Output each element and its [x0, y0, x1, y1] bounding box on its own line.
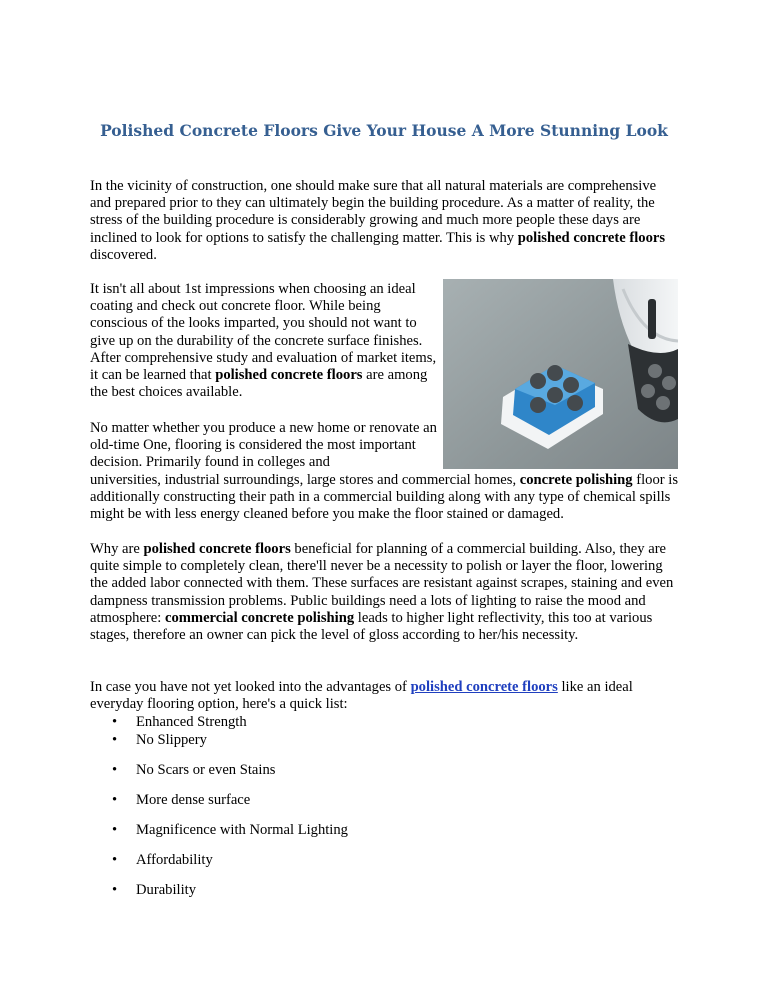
- paragraph-text: Why are: [90, 541, 144, 557]
- bullet-icon: •: [112, 714, 118, 730]
- bullet-icon: •: [112, 732, 118, 748]
- paragraph-text: It isn't all about 1st impressions when choosing an ideal coating and check out concrete floor. While being conscious of the looks imparted, you should not want to give up on the durability of the concrete surface finishes. After comprehensive study and evaluation of market items, it can be learned that: [90, 281, 437, 384]
- paragraph-text: are among the best choices available.: [90, 367, 428, 401]
- paragraph-text: discovered.: [90, 246, 157, 263]
- paragraph-text: In case you have not yet looked into the advantages of: [90, 679, 411, 695]
- paragraph-commercial-benefits: [90, 541, 680, 644]
- bullet-icon: •: [112, 762, 118, 778]
- paragraph-advantages: [90, 679, 680, 713]
- paragraph-text: universities, industrial surroundings, large stores and commercial homes,: [90, 471, 520, 488]
- paragraph-intro: [90, 178, 680, 264]
- bullet-icon: •: [112, 792, 118, 808]
- bold-phrase: polished concrete floors: [517, 229, 666, 246]
- paragraph-flooring-decision: [90, 420, 680, 523]
- page-title: Polished Concrete Floors Give Your House A More Stunning Look: [100, 121, 668, 140]
- bullet-icon: •: [112, 882, 118, 898]
- bold-phrase: polished concrete floors: [215, 367, 363, 384]
- bold-phrase: commercial concrete polishing: [164, 609, 355, 626]
- paragraph-text: like an ideal everyday flooring option, here's a quick list:: [90, 679, 633, 713]
- paragraph-text: In the vicinity of construction, one should make sure that all natural materials are comprehensive and prepared prior to they can ultimately begin the building procedure. As a matter of reality, the stress of the building procedure is considerably growing and much more people these days are inclined to look for options to satisfy the challenging matter. This is why: [90, 178, 657, 246]
- bold-phrase: concrete polishing: [519, 471, 633, 488]
- document-page: Polished Concrete Floors Give Your House A More Stunning Look In the vicinity of construction, one should make sure that all natural materials are comprehensive and prepared prior to they can ultimately begin the building procedure. As a matter of reality, the stress of the building procedure is considerably growing and much more people these days are inclined to look for options to satisfy the challenging matter. This is why polished concrete floors discovered. It isn't all about 1st impressions when choosing an ideal coating and check out concrete floor. While being conscious of the looks imparted, you should not want to give up on the durability of the concrete surface finishes. After comprehensive study and evaluation of market items, it can be learned that polished concrete floors are among the best choices available. No matter whether you produce a new home or renovate an old-time One, flooring is considered the most important decision. Primarily found in colleges and universities, industrial surroundings, large stores and commercial homes, concrete polishing floor is additionally constructing their path in a commercial building along with any type of chemical spills might be with less energy cleaned before you make the floor stained or damaged. Why are polished concrete floors beneficial for planning of a commercial building. Also, they are quite simple to completely clean, there'll never be a necessity to polish or layer the floor, lowering the added labor connected with them. These surfaces are resistant against scrapes, staining and even dampness transmission problems. Public buildings need a lots of lighting to raise the mood and atmosphere: commercial concrete polishing leads to higher light reflectivity, this too at various stages, therefore an owner can pick the level of gloss according to her/his necessity. In case you have not yet looked into the advantages of polished concrete floors like an ideal everyday flooring option, here's a quick list: • Enhanced Strength • No Slippery • No Scars or even Stains • More dense surface • Magnificence with Normal Lighting • Affordability • Durability: [90, 121, 679, 898]
- paragraph-text: No matter whether you produce a new home or renovate an old-time One, flooring is considered the most important decision. Primarily found in colleges and: [90, 420, 437, 471]
- polished-concrete-floors-link[interactable]: polished concrete floors: [410, 679, 558, 695]
- paragraph-text: floor is additionally constructing their path in a commercial building along with any type of chemical spills might be with less energy cleaned before you make the floor stained or damaged.: [90, 471, 679, 523]
- paragraph-text: beneficial for planning of a commercial building. Also, they are quite simple to completely clean, there'll never be a necessity to polish or layer the floor, lowering the added labor connected with them. These surfaces are resistant against scrapes, staining and even dampness transmission problems. Public buildings need a lots of lighting to raise the mood and atmosphere:: [90, 541, 674, 626]
- wrapped-text-block: [90, 281, 438, 401]
- paragraph-text: leads to higher light reflectivity, this too at various stages, therefore an owner can pick the level of gloss according to her/his necessity.: [90, 609, 653, 644]
- bold-phrase: polished concrete floors: [143, 541, 291, 557]
- bullet-icon: •: [112, 852, 118, 868]
- bullet-icon: •: [112, 822, 118, 838]
